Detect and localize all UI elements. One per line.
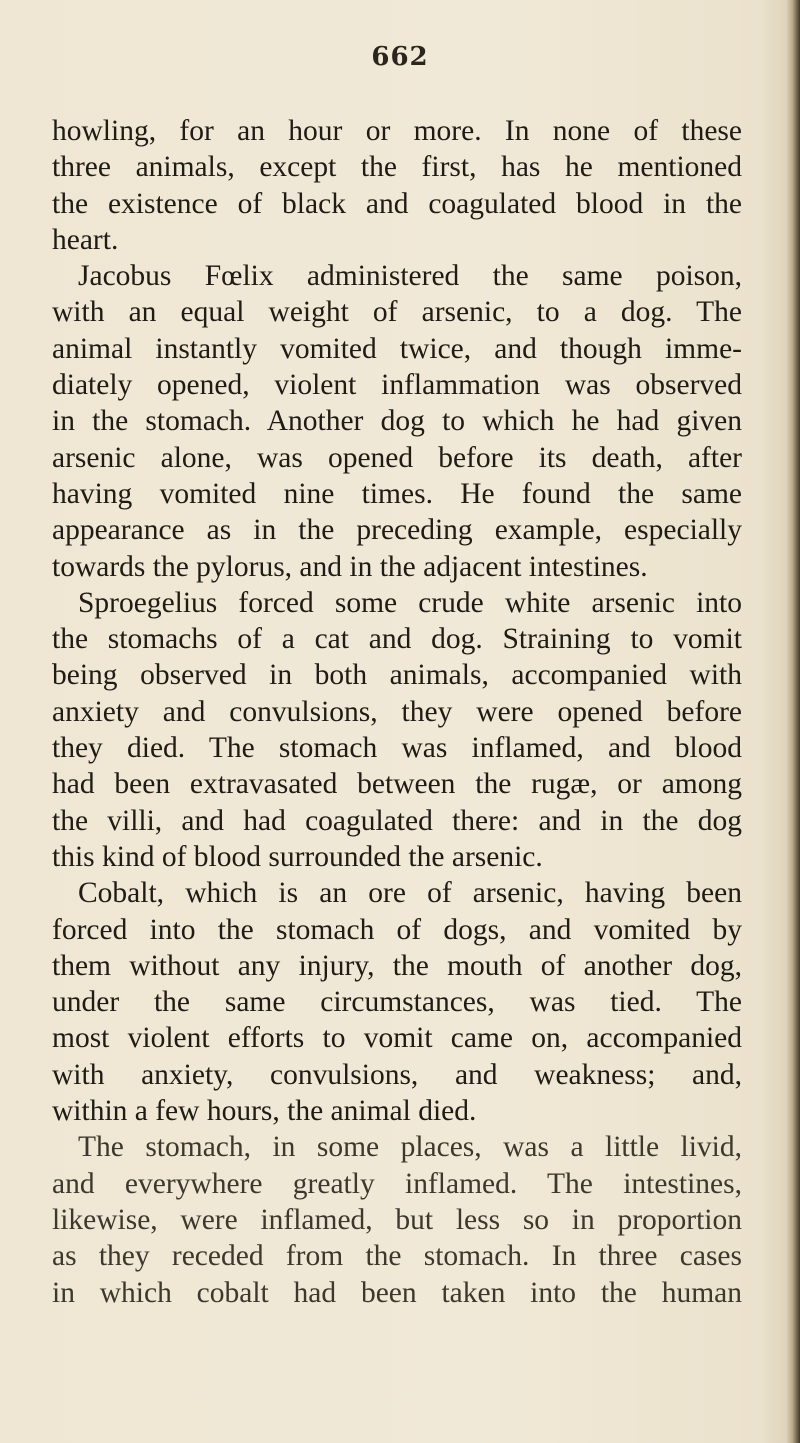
text-line: them without any injury, the mouth of another dog,: [52, 949, 742, 982]
text-line: in which cobalt had been taken into the human: [52, 1276, 742, 1309]
text-line: with anxiety, convulsions, and weakness; and,: [52, 1058, 742, 1091]
text-line: having vomited nine times. He found the same: [52, 477, 742, 510]
text-line: forced into the stomach of dogs, and vomited by: [52, 913, 742, 946]
text-line: the existence of black and coagulated blood in the: [52, 187, 742, 220]
text-line: they died. The stomach was inflamed, and blood: [52, 732, 742, 765]
text-line: with an equal weight of arsenic, to a dog. The: [52, 296, 742, 329]
text-line: howling, for an hour or more. In none of these: [52, 115, 742, 147]
text-line: towards the pylorus, and in the adjacent intestines.: [52, 550, 648, 583]
text-line: the villi, and had coagulated there: and in the dog: [52, 804, 742, 837]
text-line: Cobalt, which is an ore of arsenic, having been: [78, 877, 742, 910]
text-line: being observed in both animals, accompanied with: [52, 659, 742, 692]
text-line: within a few hours, the animal died.: [52, 1095, 477, 1128]
text-line: appearance as in the preceding example, especially: [52, 514, 742, 547]
text-line: heart.: [52, 223, 119, 256]
text-line: arsenic alone, was opened before its death, after: [52, 441, 742, 474]
text-line: The stomach, in some places, was a little livid,: [78, 1131, 742, 1164]
text-line: had been extravasated between the rugæ, or among: [52, 768, 742, 801]
page-number: 662: [371, 42, 429, 72]
text-line: and everywhere greatly inflamed. The intestines,: [52, 1167, 742, 1200]
text-line: this kind of blood surrounded the arsenic.: [52, 840, 543, 873]
text-line: as they receded from the stomach. In three cases: [52, 1240, 742, 1273]
body-text: [52, 113, 742, 1311]
text-line: under the same circumstances, was tied. The: [52, 986, 742, 1019]
text-line: the stomachs of a cat and dog. Straining to vomit: [52, 623, 742, 656]
text-line: three animals, except the first, has he mentioned: [52, 151, 742, 184]
page-edge-shadow: [786, 0, 800, 1443]
text-line: most violent efforts to vomit came on, accompanied: [52, 1022, 742, 1055]
text-line: diately opened, violent inflammation was observed: [52, 369, 742, 402]
text-line: Jacobus Fœlix administered the same poison,: [78, 260, 742, 293]
text-line: Sproegelius forced some crude white arsenic into: [78, 586, 742, 619]
text-line: animal instantly vomited twice, and though imme-: [52, 332, 742, 365]
text-line: likewise, were inflamed, but less so in proportion: [52, 1203, 742, 1236]
text-line: anxiety and convulsions, they were opened before: [52, 695, 742, 728]
text-line: in the stomach. Another dog to which he had given: [52, 405, 742, 438]
